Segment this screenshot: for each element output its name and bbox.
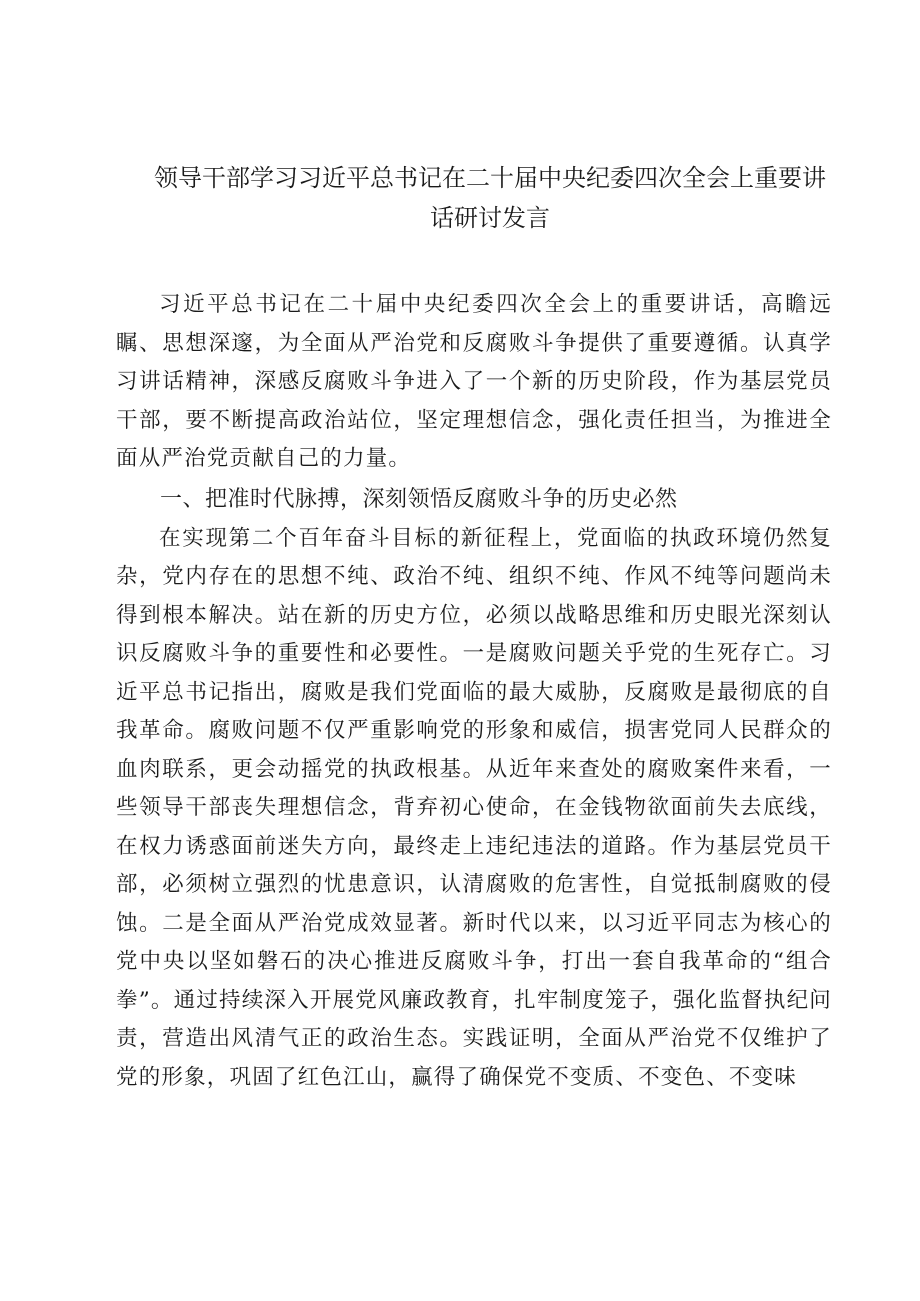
intro-paragraph: 习近平总书记在二十届中央纪委四次全会上的重要讲话，高瞻远瞩、思想深邃，为全面从严治党和反腐败斗争提供了重要遵循。认真学习讲话精神，深感反腐败斗争进入了一个新的历史阶段，作为基层党员干部，要不断提高政治站位，坚定理想信念，强化责任担当，为推进全面从严治党贡献自己的力量。: [116, 292, 832, 471]
title-line-2: 话研讨发言: [430, 204, 550, 232]
document-body: [116, 286, 832, 1097]
title-line-1: 领导干部学习习近平总书记在二十届中央纪委四次全会上重要讲: [154, 164, 826, 192]
document-title: [150, 158, 830, 238]
section-heading-1: 一、把准时代脉搏，深刻领悟反腐败斗争的历史必然: [160, 486, 678, 512]
section-1-paragraph: 在实现第二个百年奋斗目标的新征程上，党面临的执政环境仍然复杂，党内存在的思想不纯、政治不纯、组织不纯、作风不纯等问题尚未得到根本解决。站在新的历史方位，必须以战略思维和历史眼光深刻认识反腐败斗争的重要性和必要性。一是腐败问题关乎党的生死存亡。习近平总书记指出，腐败是我们党面临的最大威胁，反腐败是最彻底的自我革命。腐败问题不仅严重影响党的形象和威信，损害党同人民群众的血肉联系，更会动摇党的执政根基。从近年来查处的腐败案件来看，一些领导干部丧失理想信念，背弃初心使命，在金钱物欲面前失去底线，在权力诱惑面前迷失方向，最终走上违纪违法的道路。作为基层党员干部，必须树立强烈的忧患意识，认清腐败的危害性，自觉抵制腐败的侵蚀。二是全面从严治党成效显著。新时代以来，以习近平同志为核心的党中央以坚如磐石的决心推进反腐败斗争，打出一套自我革命的“组合拳”。通过持续深入开展党风廉政教育，扎牢制度笼子，强化监督执纪问责，营造出风清气正的政治生态。实践证明，全面从严治党不仅维护了党的形象，巩固了红色江山，赢得了确保党不变质、不变色、不变味: [116, 525, 832, 1090]
